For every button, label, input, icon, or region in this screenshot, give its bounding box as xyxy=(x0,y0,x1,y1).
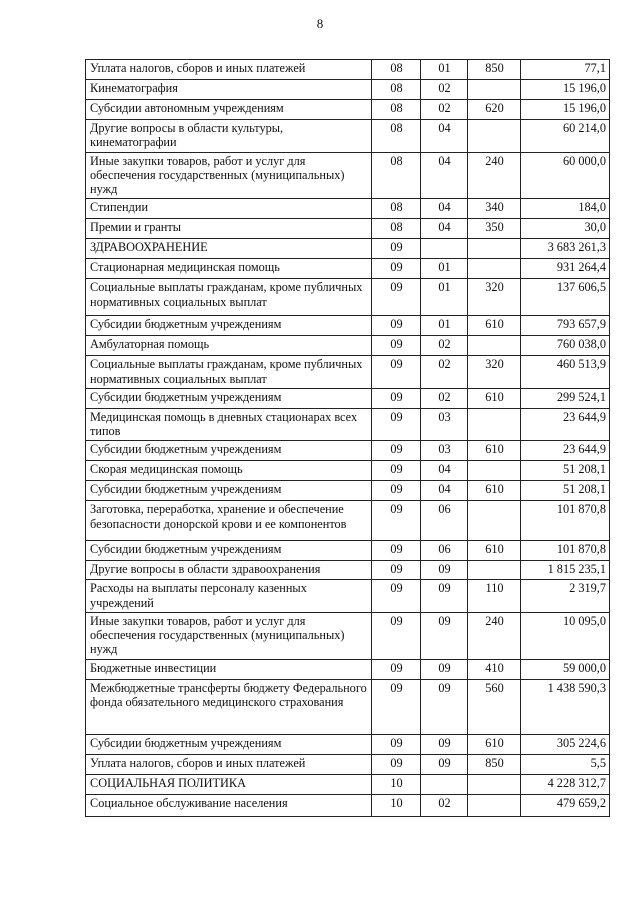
row-section-code: 09 xyxy=(372,356,421,389)
row-name: Премии и гранты xyxy=(86,219,372,239)
row-name: Социальное обслуживание населения xyxy=(86,794,372,816)
row-expense-type-code xyxy=(468,561,521,580)
row-section-code: 09 xyxy=(372,441,421,461)
row-name: Иные закупки товаров, работ и услуг для обеспечения государственных (муниципальных) нужд xyxy=(86,612,372,659)
row-expense-type-code: 240 xyxy=(468,152,521,199)
row-name: Медицинская помощь в дневных стационарах всех типов xyxy=(86,408,372,441)
row-expense-type-code: 850 xyxy=(468,754,521,774)
row-amount: 184,0 xyxy=(521,199,610,219)
row-name: Социальные выплаты гражданам, кроме публичных нормативных социальных выплат xyxy=(86,279,372,316)
table-row xyxy=(86,461,610,481)
row-name: Стипендии xyxy=(86,199,372,219)
row-expense-type-code xyxy=(468,408,521,441)
row-amount: 137 606,5 xyxy=(521,279,610,316)
row-subsection-code: 03 xyxy=(421,441,468,461)
row-section-code: 08 xyxy=(372,199,421,219)
row-name: Социальные выплаты гражданам, кроме публичных нормативных социальных выплат xyxy=(86,356,372,389)
row-amount: 51 208,1 xyxy=(521,481,610,501)
row-amount: 23 644,9 xyxy=(521,408,610,441)
row-expense-type-code: 610 xyxy=(468,734,521,754)
row-amount: 5,5 xyxy=(521,754,610,774)
row-section-code: 09 xyxy=(372,239,421,259)
row-name: Субсидии бюджетным учреждениям xyxy=(86,481,372,501)
row-subsection-code: 02 xyxy=(421,80,468,100)
row-subsection-code: 06 xyxy=(421,541,468,561)
row-expense-type-code: 410 xyxy=(468,659,521,679)
budget-table xyxy=(85,59,610,817)
row-amount: 60 000,0 xyxy=(521,152,610,199)
row-name: Расходы на выплаты персоналу казенных учреждений xyxy=(86,580,372,613)
row-section-code: 08 xyxy=(372,152,421,199)
row-expense-type-code: 320 xyxy=(468,279,521,316)
row-subsection-code xyxy=(421,774,468,794)
row-amount: 51 208,1 xyxy=(521,461,610,481)
row-amount: 10 095,0 xyxy=(521,612,610,659)
row-amount: 59 000,0 xyxy=(521,659,610,679)
table-row xyxy=(86,100,610,120)
row-expense-type-code: 610 xyxy=(468,541,521,561)
row-section-code: 09 xyxy=(372,481,421,501)
table-row xyxy=(86,612,610,659)
row-section-code: 09 xyxy=(372,279,421,316)
row-subsection-code: 01 xyxy=(421,60,468,80)
row-section-code: 09 xyxy=(372,561,421,580)
table-row xyxy=(86,794,610,816)
row-expense-type-code xyxy=(468,501,521,541)
row-section-code: 08 xyxy=(372,80,421,100)
row-amount: 1 815 235,1 xyxy=(521,561,610,580)
row-section-code: 09 xyxy=(372,501,421,541)
row-name: Другие вопросы в области культуры, кинематографии xyxy=(86,120,372,153)
row-name: Субсидии бюджетным учреждениям xyxy=(86,441,372,461)
row-subsection-code: 04 xyxy=(421,120,468,153)
row-section-code: 08 xyxy=(372,120,421,153)
row-section-code: 08 xyxy=(372,219,421,239)
row-amount: 931 264,4 xyxy=(521,259,610,279)
table-row xyxy=(86,120,610,153)
row-amount: 4 228 312,7 xyxy=(521,774,610,794)
row-name: Скорая медицинская помощь xyxy=(86,461,372,481)
row-amount: 299 524,1 xyxy=(521,388,610,408)
row-subsection-code: 02 xyxy=(421,336,468,356)
table-row xyxy=(86,754,610,774)
row-expense-type-code: 610 xyxy=(468,481,521,501)
row-subsection-code xyxy=(421,239,468,259)
row-name: Субсидии автономным учреждениям xyxy=(86,100,372,120)
table-row xyxy=(86,481,610,501)
table-row xyxy=(86,219,610,239)
row-subsection-code: 09 xyxy=(421,679,468,734)
row-amount: 760 038,0 xyxy=(521,336,610,356)
row-amount: 1 438 590,3 xyxy=(521,679,610,734)
table-row xyxy=(86,316,610,336)
row-subsection-code: 09 xyxy=(421,612,468,659)
row-name: Межбюджетные трансферты бюджету Федерального фонда обязательного медицинского страхования xyxy=(86,679,372,734)
row-expense-type-code xyxy=(468,336,521,356)
row-subsection-code: 04 xyxy=(421,199,468,219)
row-subsection-code: 09 xyxy=(421,754,468,774)
row-section-code: 08 xyxy=(372,100,421,120)
row-section-code: 10 xyxy=(372,774,421,794)
row-section-code: 09 xyxy=(372,734,421,754)
row-name: Иные закупки товаров, работ и услуг для обеспечения государственных (муниципальных) нужд xyxy=(86,152,372,199)
row-name: Субсидии бюджетным учреждениям xyxy=(86,541,372,561)
row-expense-type-code: 110 xyxy=(468,580,521,613)
table-row xyxy=(86,259,610,279)
row-subsection-code: 02 xyxy=(421,388,468,408)
row-expense-type-code xyxy=(468,461,521,481)
row-expense-type-code: 610 xyxy=(468,441,521,461)
row-subsection-code: 02 xyxy=(421,100,468,120)
row-section-code: 09 xyxy=(372,679,421,734)
row-amount: 23 644,9 xyxy=(521,441,610,461)
table-row xyxy=(86,580,610,613)
row-name: ЗДРАВООХРАНЕНИЕ xyxy=(86,239,372,259)
row-section-code: 09 xyxy=(372,316,421,336)
row-expense-type-code xyxy=(468,239,521,259)
row-name: Другие вопросы в области здравоохранения xyxy=(86,561,372,580)
row-section-code: 10 xyxy=(372,794,421,816)
row-section-code: 08 xyxy=(372,60,421,80)
row-amount: 101 870,8 xyxy=(521,501,610,541)
row-expense-type-code: 350 xyxy=(468,219,521,239)
row-section-code: 09 xyxy=(372,612,421,659)
row-expense-type-code xyxy=(468,774,521,794)
row-section-code: 09 xyxy=(372,259,421,279)
row-name: Субсидии бюджетным учреждениям xyxy=(86,316,372,336)
row-name: Кинематография xyxy=(86,80,372,100)
row-subsection-code: 04 xyxy=(421,152,468,199)
row-expense-type-code: 850 xyxy=(468,60,521,80)
row-name: Уплата налогов, сборов и иных платежей xyxy=(86,754,372,774)
row-name: Бюджетные инвестиции xyxy=(86,659,372,679)
row-expense-type-code: 560 xyxy=(468,679,521,734)
table-row xyxy=(86,541,610,561)
row-section-code: 09 xyxy=(372,336,421,356)
row-name: Субсидии бюджетным учреждениям xyxy=(86,734,372,754)
row-expense-type-code: 610 xyxy=(468,316,521,336)
row-section-code: 09 xyxy=(372,388,421,408)
row-amount: 793 657,9 xyxy=(521,316,610,336)
row-name: Субсидии бюджетным учреждениям xyxy=(86,388,372,408)
row-subsection-code: 02 xyxy=(421,356,468,389)
row-amount: 305 224,6 xyxy=(521,734,610,754)
table-row xyxy=(86,60,610,80)
row-subsection-code: 09 xyxy=(421,580,468,613)
row-section-code: 09 xyxy=(372,659,421,679)
table-row xyxy=(86,774,610,794)
table-row xyxy=(86,356,610,389)
row-expense-type-code: 240 xyxy=(468,612,521,659)
row-expense-type-code: 340 xyxy=(468,199,521,219)
row-amount: 60 214,0 xyxy=(521,120,610,153)
table-row xyxy=(86,734,610,754)
row-expense-type-code xyxy=(468,259,521,279)
row-name: Заготовка, переработка, хранение и обеспечение безопасности донорской крови и ее компонентов xyxy=(86,501,372,541)
row-amount: 2 319,7 xyxy=(521,580,610,613)
row-name: Уплата налогов, сборов и иных платежей xyxy=(86,60,372,80)
table-row xyxy=(86,501,610,541)
page-number: 8 xyxy=(316,16,324,31)
row-section-code: 09 xyxy=(372,541,421,561)
table-row xyxy=(86,679,610,734)
row-section-code: 09 xyxy=(372,408,421,441)
table-row xyxy=(86,408,610,441)
row-subsection-code: 04 xyxy=(421,219,468,239)
table-row xyxy=(86,80,610,100)
row-expense-type-code xyxy=(468,80,521,100)
table-row xyxy=(86,239,610,259)
table-row xyxy=(86,388,610,408)
row-amount: 479 659,2 xyxy=(521,794,610,816)
row-subsection-code: 06 xyxy=(421,501,468,541)
row-amount: 15 196,0 xyxy=(521,80,610,100)
table-row xyxy=(86,279,610,316)
row-amount: 101 870,8 xyxy=(521,541,610,561)
row-amount: 30,0 xyxy=(521,219,610,239)
table-row xyxy=(86,199,610,219)
budget-table-body xyxy=(86,60,610,817)
row-expense-type-code: 620 xyxy=(468,100,521,120)
row-amount: 15 196,0 xyxy=(521,100,610,120)
row-amount: 460 513,9 xyxy=(521,356,610,389)
row-amount: 77,1 xyxy=(521,60,610,80)
row-expense-type-code: 610 xyxy=(468,388,521,408)
row-subsection-code: 01 xyxy=(421,316,468,336)
row-subsection-code: 01 xyxy=(421,259,468,279)
row-expense-type-code xyxy=(468,794,521,816)
row-name: СОЦИАЛЬНАЯ ПОЛИТИКА xyxy=(86,774,372,794)
row-expense-type-code xyxy=(468,120,521,153)
row-section-code: 09 xyxy=(372,461,421,481)
row-subsection-code: 03 xyxy=(421,408,468,441)
row-subsection-code: 04 xyxy=(421,481,468,501)
row-subsection-code: 09 xyxy=(421,659,468,679)
row-section-code: 09 xyxy=(372,754,421,774)
row-name: Стационарная медицинская помощь xyxy=(86,259,372,279)
row-subsection-code: 02 xyxy=(421,794,468,816)
row-subsection-code: 01 xyxy=(421,279,468,316)
row-expense-type-code: 320 xyxy=(468,356,521,389)
table-row xyxy=(86,561,610,580)
table-row xyxy=(86,152,610,199)
row-section-code: 09 xyxy=(372,580,421,613)
row-name: Амбулаторная помощь xyxy=(86,336,372,356)
row-subsection-code: 09 xyxy=(421,561,468,580)
row-amount: 3 683 261,3 xyxy=(521,239,610,259)
row-subsection-code: 09 xyxy=(421,734,468,754)
row-subsection-code: 04 xyxy=(421,461,468,481)
table-row xyxy=(86,441,610,461)
table-row xyxy=(86,336,610,356)
table-row xyxy=(86,659,610,679)
